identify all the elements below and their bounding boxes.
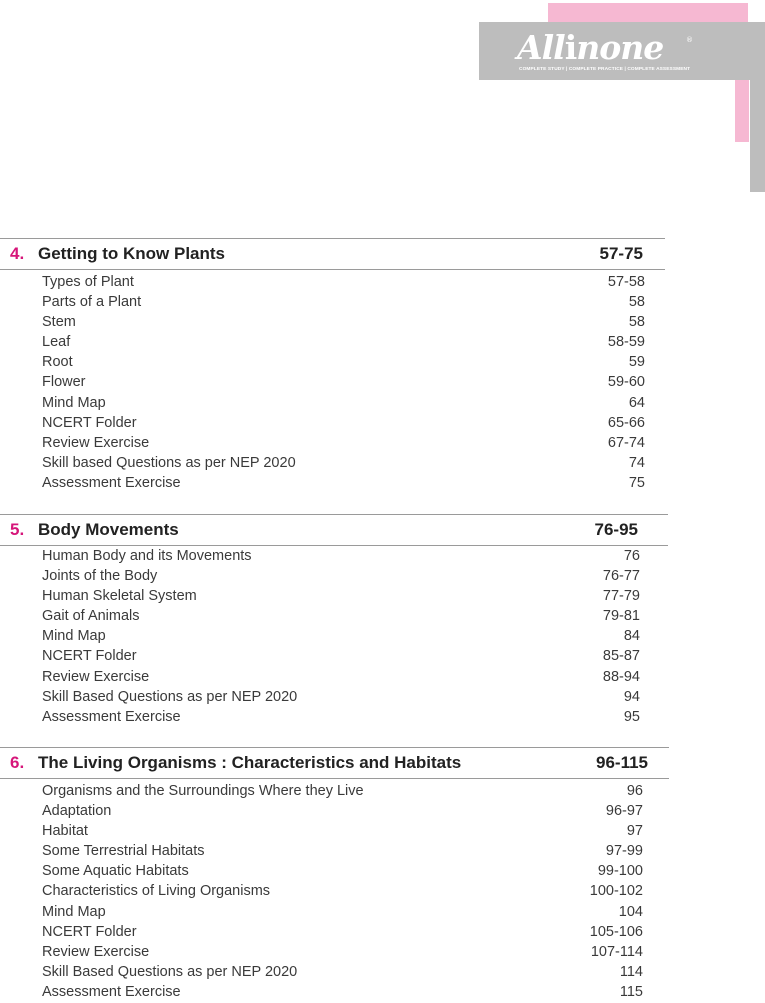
topic-row: [0, 802, 670, 822]
topic-row: [0, 782, 670, 802]
topic-row: [0, 822, 670, 842]
topic-row: [0, 373, 670, 393]
topic-label: Characteristics of Living Organisms: [42, 883, 271, 900]
topic-page: 76-77: [602, 568, 640, 585]
topic-page: 65-66: [607, 414, 645, 431]
brand-pink-block: [548, 3, 748, 23]
topic-row: [0, 414, 670, 434]
topic-label: Some Terrestrial Habitats: [42, 843, 205, 860]
topic-row: [0, 313, 670, 333]
topic-label: Review Exercise: [42, 668, 150, 685]
topic-row: [0, 353, 670, 373]
chapter-title: Getting to Know Plants: [38, 244, 225, 263]
topic-page: 94: [623, 688, 640, 705]
topic-row: [0, 708, 670, 728]
topic-label: Gait of Animals: [42, 608, 140, 625]
topic-page: 96: [626, 783, 643, 799]
topic-label: Skill Based Questions as per NEP 2020: [42, 688, 298, 705]
topic-label: Leaf: [42, 334, 71, 351]
chapter-topic-list: [0, 782, 670, 1003]
topic-page: 59: [628, 354, 645, 371]
topic-page: 57-58: [607, 274, 645, 290]
topic-row: [0, 273, 670, 293]
topic-row: [0, 688, 670, 708]
topic-page: 88-94: [602, 668, 640, 685]
topic-page: 97-99: [605, 843, 643, 860]
chapter-page-range: 57-75: [599, 244, 643, 263]
topic-page: 76: [623, 548, 640, 564]
topic-row: [0, 293, 670, 313]
topic-row: [0, 923, 670, 943]
topic-row: [0, 862, 670, 882]
topic-label: Some Aquatic Habitats: [42, 863, 189, 880]
brand-pink-strip: [735, 80, 749, 142]
topic-page: 115: [619, 983, 643, 1000]
topic-label: Skill Based Questions as per NEP 2020: [42, 963, 298, 980]
chapter-topic-list: [0, 547, 670, 728]
topic-label: Human Skeletal System: [42, 588, 197, 605]
chapter-title: Body Movements: [38, 520, 179, 539]
chapter-topic-list: [0, 273, 670, 494]
topic-row: [0, 963, 670, 983]
topic-page: 114: [619, 963, 643, 980]
topic-label: Flower: [42, 374, 86, 391]
topic-row: [0, 627, 670, 647]
topic-label: Skill based Questions as per NEP 2020: [42, 454, 296, 471]
topic-label: Stem: [42, 314, 76, 331]
topic-row: [0, 842, 670, 862]
topic-row: [0, 434, 670, 454]
chapter-page-range: 76-95: [594, 520, 638, 539]
chapter-heading: [0, 238, 665, 270]
topic-page: 105-106: [589, 923, 643, 940]
topic-label: NCERT Folder: [42, 648, 137, 665]
topic-row: [0, 333, 670, 353]
topic-page: 84: [623, 628, 640, 645]
chapter-heading: [0, 514, 668, 546]
topic-row: [0, 668, 670, 688]
topic-page: 75: [628, 474, 645, 491]
topic-label: Habitat: [42, 823, 88, 840]
topic-page: 85-87: [602, 648, 640, 665]
topic-label: Joints of the Body: [42, 568, 158, 585]
topic-label: Assessment Exercise: [42, 474, 181, 491]
topic-row: [0, 903, 670, 923]
topic-row: [0, 943, 670, 963]
topic-label: Mind Map: [42, 394, 106, 411]
topic-row: [0, 882, 670, 902]
topic-row: [0, 474, 670, 494]
topic-page: 96-97: [605, 803, 643, 820]
topic-row: [0, 587, 670, 607]
topic-page: 58: [628, 294, 645, 311]
topic-label: Adaptation: [42, 803, 112, 820]
topic-page: 64: [628, 394, 645, 411]
topic-page: 104: [618, 903, 643, 920]
topic-page: 59-60: [607, 374, 645, 391]
topic-label: Review Exercise: [42, 943, 150, 960]
topic-row: [0, 547, 670, 567]
chapter-number: 4.: [10, 244, 25, 263]
topic-label: Assessment Exercise: [42, 983, 181, 1000]
topic-page: 99-100: [597, 863, 643, 880]
topic-page: 79-81: [602, 608, 640, 625]
brand-registered-mark: ®: [686, 36, 693, 44]
topic-label: Organisms and the Surroundings Where they Live: [42, 783, 364, 799]
brand-grey-strip: [750, 22, 765, 192]
topic-label: Assessment Exercise: [42, 708, 181, 725]
topic-page: 58-59: [607, 334, 645, 351]
topic-page: 67-74: [607, 434, 645, 451]
chapter-title: The Living Organisms : Characteristics and Habitats: [38, 753, 462, 772]
brand-logo: Allinone: [517, 28, 664, 67]
chapter-number: 5.: [10, 520, 25, 539]
topic-row: [0, 607, 670, 627]
topic-page: 107-114: [590, 943, 643, 960]
topic-label: Mind Map: [42, 903, 106, 920]
topic-row: [0, 394, 670, 414]
topic-label: Review Exercise: [42, 434, 150, 451]
topic-label: Human Body and its Movements: [42, 548, 252, 564]
topic-row: [0, 454, 670, 474]
topic-page: 77-79: [602, 588, 640, 605]
topic-page: 74: [628, 454, 645, 471]
topic-label: Types of Plant: [42, 274, 134, 290]
chapter-page-range: 96-115: [596, 753, 648, 772]
brand-tagline: COMPLETE STUDY | COMPLETE PRACTICE | COMPLETE ASSESSMENT: [519, 67, 691, 72]
chapter-number: 6.: [10, 753, 25, 772]
topic-row: [0, 567, 670, 587]
topic-label: Root: [42, 354, 73, 371]
topic-label: NCERT Folder: [42, 923, 137, 940]
topic-page: 95: [623, 708, 640, 725]
topic-page: 58: [628, 314, 645, 331]
topic-page: 97: [626, 823, 643, 840]
chapter-heading: [0, 747, 669, 779]
topic-page: 100-102: [589, 883, 643, 900]
topic-label: Parts of a Plant: [42, 294, 142, 311]
topic-label: Mind Map: [42, 628, 106, 645]
topic-row: [0, 647, 670, 667]
topic-label: NCERT Folder: [42, 414, 137, 431]
